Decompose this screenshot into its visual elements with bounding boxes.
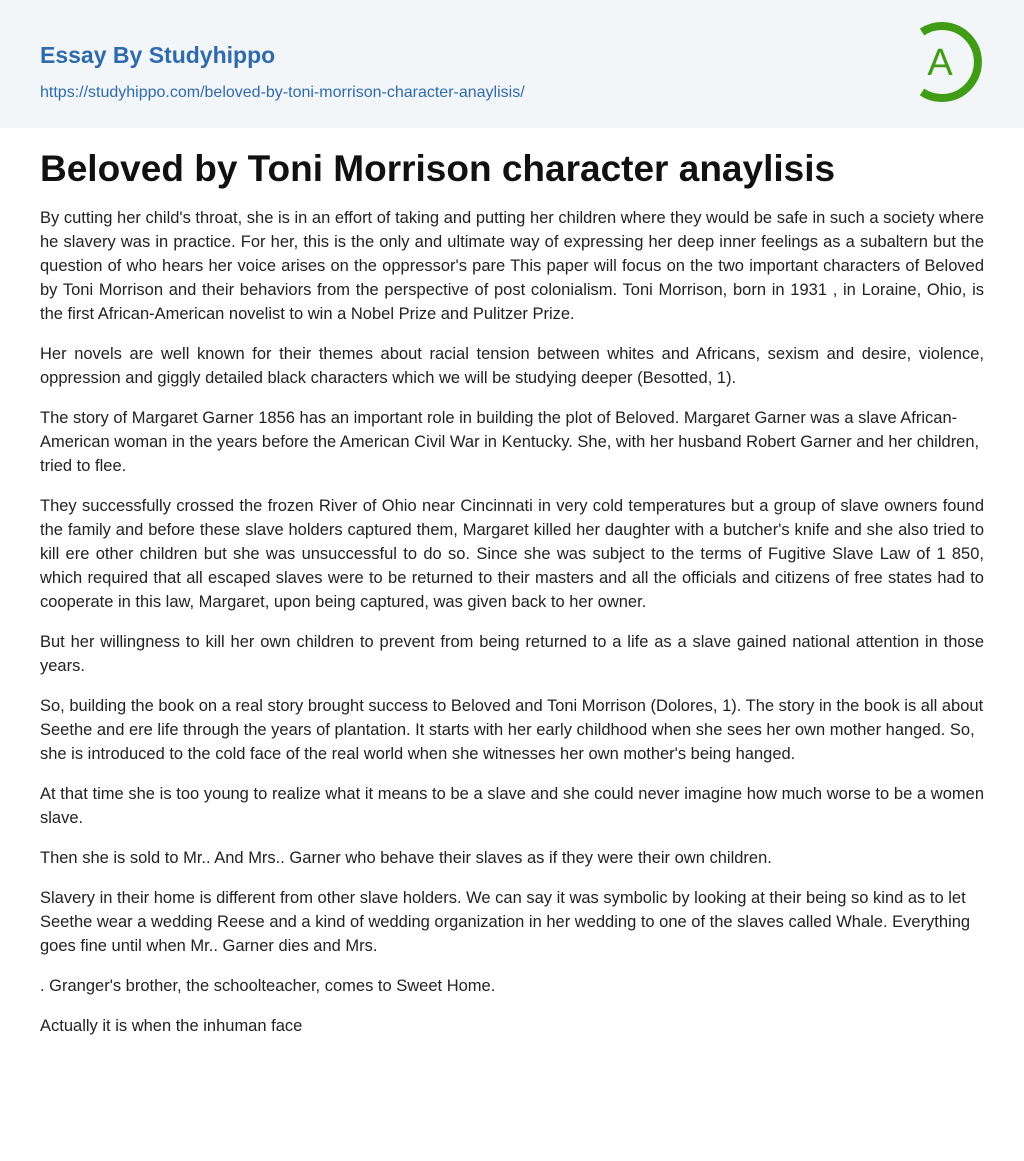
article xyxy=(0,148,1024,1038)
article-title: Beloved by Toni Morrison character anaylisis xyxy=(40,148,836,189)
paragraph: . Granger's brother, the schoolteacher, comes to Sweet Home. xyxy=(40,977,496,995)
site-header xyxy=(0,0,1024,128)
essay-url-link[interactable]: https://studyhippo.com/beloved-by-toni-morrison-character-anaylisis/ xyxy=(40,84,525,101)
brand-title: Essay By Studyhippo xyxy=(40,42,276,68)
paragraph: By cutting her child's throat, she is in an effort of taking and putting her children where they would be safe in such a society where he slavery was in practice. For her, this is the only and ultimate way of expressing her deep inner feelings as a subaltern but the question of who hears her voice arises on the oppressor's pare This paper will focus on the two important characters of Beloved by Toni Morrison and their behaviors from the perspective of post colonialism. Toni Morrison, born in 1931 , in Loraine, Ohio, is the first African-American novelist to win a Nobel Prize and Pulitzer Prize. xyxy=(40,209,984,323)
paragraph: Then she is sold to Mr.. And Mrs.. Garner who behave their slaves as if they were their own children. xyxy=(40,849,772,867)
paragraph: But her willingness to kill her own children to prevent from being returned to a life as a slave gained national attention in those years. xyxy=(40,633,984,675)
paragraph: The story of Margaret Garner 1856 has an important role in building the plot of Beloved. Margaret Garner was a slave African-American woman in the years before the American Civil War in Kentucky. She, with her husband Robert Garner and her children, tried to flee. xyxy=(40,409,980,475)
studyhippo-logo-icon[interactable] xyxy=(908,18,988,106)
paragraph: Actually it is when the inhuman face xyxy=(40,1017,303,1035)
paragraph: They successfully crossed the frozen River of Ohio near Cincinnati in very cold temperatures but a group of slave owners found the family and before these slave holders captured them, Margaret killed her daughter with a butcher's knife and she also tried to kill ere other children but she was unsuccessful to do so. Since she was subject to the terms of Fugitive Slave Law of 1 850, which required that all escaped slaves were to be returned to their masters and all the officials and citizens of free states had to cooperate in this law, Margaret, upon being captured, was given back to her owner. xyxy=(40,497,984,611)
logo-letter: A xyxy=(927,42,953,84)
paragraph: At that time she is too young to realize what it means to be a slave and she could never imagine how much worse to be a women slave. xyxy=(40,785,984,827)
paragraph: Slavery in their home is different from other slave holders. We can say it was symbolic by looking at their being so kind as to let Seethe wear a wedding Reese and a kind of wedding organization in her wedding to one of the slaves called Whale. Everything goes fine until when Mr.. Garner dies and Mrs. xyxy=(40,889,971,955)
paragraph: So, building the book on a real story brought success to Beloved and Toni Morrison (Dolores, 1). The story in the book is all about Seethe and ere life through the years of plantation. It starts with her early childhood when she sees her own mother hanged. So, she is introduced to the cold face of the real world when she witnesses her own mother's being hanged. xyxy=(40,697,984,763)
paragraph: Her novels are well known for their themes about racial tension between whites and Africans, sexism and desire, violence, oppression and giggly detailed black characters which we will be studying deeper (Besotted, 1). xyxy=(40,345,984,387)
